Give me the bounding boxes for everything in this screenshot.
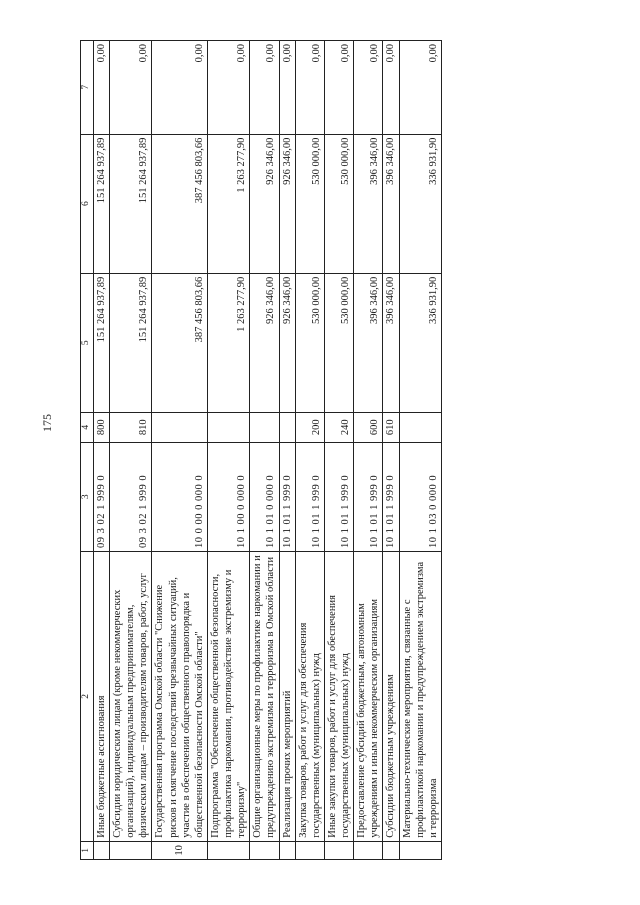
amount-cell: 0,00 — [207, 41, 249, 135]
description-cell: Субсидии юридическим лицам (кроме некоммерческих организаций), индивидуальным предпринимателям, физическим лицам – производителям товаров, работ, услуг — [110, 552, 152, 842]
table-row — [324, 41, 353, 860]
amount-cell: 926 346,00 — [250, 273, 279, 412]
row-number-cell — [93, 841, 109, 859]
expense-type-cell — [399, 412, 441, 442]
budget-table — [80, 40, 442, 860]
row-number-cell — [207, 841, 249, 859]
code-cell: 10 1 01 1 999 0 — [295, 442, 324, 552]
amount-cell: 0,00 — [279, 41, 295, 135]
expense-type-cell: 810 — [110, 412, 152, 442]
table-header-row — [81, 41, 94, 860]
description-cell: Иные закупки товаров, работ и услуг для обеспечения государственных (муниципальных) нужд — [324, 552, 353, 842]
expense-type-cell — [279, 412, 295, 442]
table-row — [250, 41, 279, 860]
amount-cell: 530 000,00 — [324, 273, 353, 412]
description-cell: Иные бюджетные ассигнования — [93, 552, 109, 842]
row-number-cell — [250, 841, 279, 859]
amount-cell: 151 264 937,89 — [110, 134, 152, 273]
code-cell: 10 1 01 1 999 0 — [354, 442, 383, 552]
header-col-4: 4 — [81, 412, 94, 442]
table-row — [383, 41, 399, 860]
table-row — [152, 41, 208, 860]
description-cell: Общие организационные меры по профилактике наркомании и предупреждению экстремизма и терроризма в Омской области — [250, 552, 279, 842]
description-cell: Закупка товаров, работ и услуг для обеспечения государственных (муниципальных) нужд — [295, 552, 324, 842]
expense-type-cell: 200 — [295, 412, 324, 442]
code-cell: 10 1 01 1 999 0 — [279, 442, 295, 552]
description-cell: Предоставление субсидий бюджетным, автономным учреждениям и иным некоммерческим организациям — [354, 552, 383, 842]
amount-cell: 151 264 937,89 — [93, 134, 109, 273]
table-row — [295, 41, 324, 860]
amount-cell: 0,00 — [152, 41, 208, 135]
amount-cell: 387 456 803,66 — [152, 134, 208, 273]
amount-cell: 530 000,00 — [324, 134, 353, 273]
header-col-7: 7 — [81, 41, 94, 135]
amount-cell: 0,00 — [93, 41, 109, 135]
description-cell: Подпрограмма "Обеспечение общественной безопасности, профилактика наркомании, противодействие экстремизму и терроризму" — [207, 552, 249, 842]
row-number-cell — [295, 841, 324, 859]
code-cell: 10 1 01 0 000 0 — [250, 442, 279, 552]
budget-table-page — [80, 40, 635, 860]
amount-cell: 0,00 — [295, 41, 324, 135]
amount-cell: 530 000,00 — [295, 134, 324, 273]
row-number-cell — [399, 841, 441, 859]
table-row — [399, 41, 441, 860]
row-number-cell — [354, 841, 383, 859]
code-cell: 09 3 02 1 999 0 — [110, 442, 152, 552]
table-row — [93, 41, 109, 860]
expense-type-cell: 600 — [354, 412, 383, 442]
code-cell: 10 1 01 1 999 0 — [324, 442, 353, 552]
amount-cell: 336 931,90 — [399, 273, 441, 412]
code-cell: 10 1 03 0 000 0 — [399, 442, 441, 552]
amount-cell: 396 346,00 — [354, 273, 383, 412]
code-cell: 10 1 01 1 999 0 — [383, 442, 399, 552]
amount-cell: 396 346,00 — [383, 273, 399, 412]
table-row — [354, 41, 383, 860]
code-cell: 10 1 00 0 000 0 — [207, 442, 249, 552]
amount-cell: 396 346,00 — [383, 134, 399, 273]
amount-cell: 387 456 803,66 — [152, 273, 208, 412]
amount-cell: 0,00 — [354, 41, 383, 135]
header-col-2: 2 — [81, 552, 94, 842]
header-col-6: 6 — [81, 134, 94, 273]
code-cell: 10 0 00 0 000 0 — [152, 442, 208, 552]
amount-cell: 0,00 — [399, 41, 441, 135]
amount-cell: 926 346,00 — [279, 273, 295, 412]
header-col-3: 3 — [81, 442, 94, 552]
row-number-cell — [324, 841, 353, 859]
table-row — [110, 41, 152, 860]
header-col-1: 1 — [81, 841, 94, 859]
table-row — [207, 41, 249, 860]
expense-type-cell: 800 — [93, 412, 109, 442]
amount-cell: 926 346,00 — [279, 134, 295, 273]
row-number-cell — [383, 841, 399, 859]
row-number-cell — [110, 841, 152, 859]
table-row — [279, 41, 295, 860]
amount-cell: 530 000,00 — [295, 273, 324, 412]
amount-cell: 396 346,00 — [354, 134, 383, 273]
description-cell: Государственная программа Омской области "Снижение рисков и смягчение последствий чрезвычайных ситуаций, участие в обеспечении общественного правопорядка и общественной безопасности Омской области" — [152, 552, 208, 842]
amount-cell: 0,00 — [324, 41, 353, 135]
description-cell: Материально-технические мероприятия, связанные с профилактикой наркомании и предупреждением экстремизма и терроризма — [399, 552, 441, 842]
amount-cell: 336 931,90 — [399, 134, 441, 273]
amount-cell: 0,00 — [383, 41, 399, 135]
header-col-5: 5 — [81, 273, 94, 412]
description-cell: Реализация прочих мероприятий — [279, 552, 295, 842]
code-cell: 09 3 02 1 999 0 — [93, 442, 109, 552]
amount-cell: 0,00 — [110, 41, 152, 135]
expense-type-cell: 240 — [324, 412, 353, 442]
amount-cell: 151 264 937,89 — [93, 273, 109, 412]
row-number-cell — [279, 841, 295, 859]
amount-cell: 1 263 277,90 — [207, 134, 249, 273]
expense-type-cell — [152, 412, 208, 442]
amount-cell: 926 346,00 — [250, 134, 279, 273]
expense-type-cell: 610 — [383, 412, 399, 442]
row-number-cell: 10 — [152, 841, 208, 859]
amount-cell: 151 264 937,89 — [110, 273, 152, 412]
amount-cell: 1 263 277,90 — [207, 273, 249, 412]
page-number: 175 — [40, 414, 54, 432]
expense-type-cell — [207, 412, 249, 442]
amount-cell: 0,00 — [250, 41, 279, 135]
description-cell: Субсидии бюджетным учреждениям — [383, 552, 399, 842]
expense-type-cell — [250, 412, 279, 442]
